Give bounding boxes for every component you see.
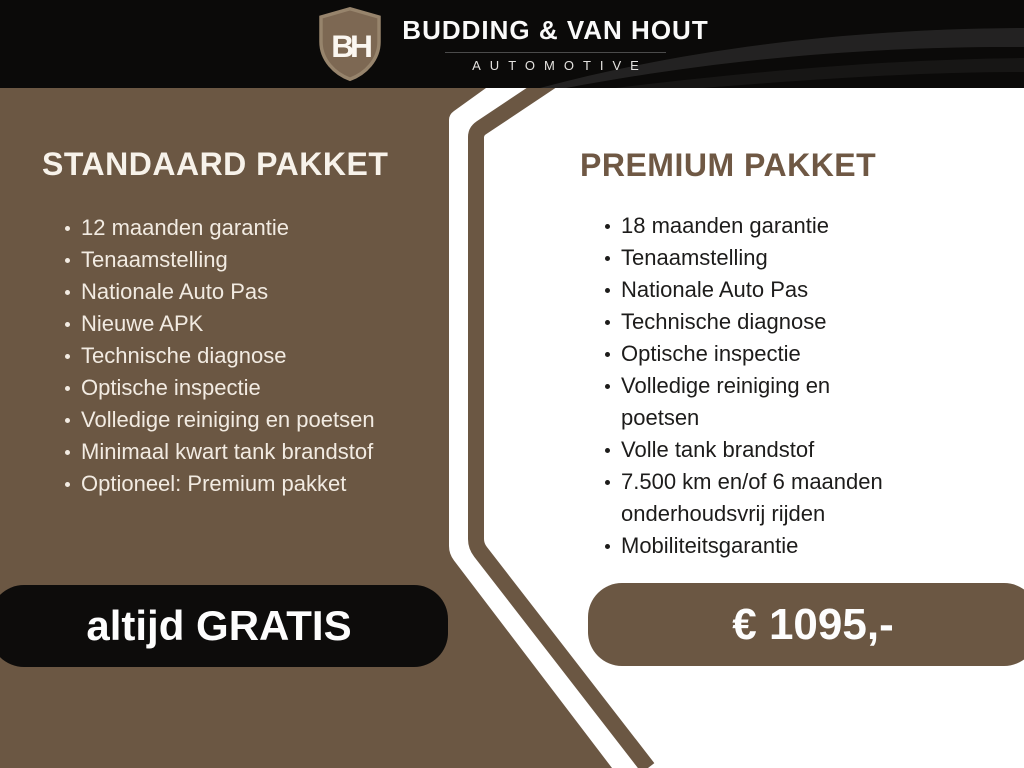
list-item: Technische diagnose xyxy=(64,340,484,372)
list-item: Nationale Auto Pas xyxy=(604,274,896,306)
standard-package-panel xyxy=(42,146,484,500)
standard-package-list xyxy=(64,212,484,500)
header-bar xyxy=(0,0,1024,88)
list-item: Mobiliteitsgarantie xyxy=(604,530,896,562)
list-item: Volle tank brandstof xyxy=(604,434,896,466)
list-item: Tenaamstelling xyxy=(64,244,484,276)
list-item: Optische inspectie xyxy=(604,338,896,370)
list-item: Nieuwe APK xyxy=(64,308,484,340)
list-item: 7.500 km en/of 6 maanden onderhoudsvrij rijden xyxy=(604,466,896,530)
standard-price-label: altijd GRATIS xyxy=(86,602,352,649)
premium-price-button[interactable] xyxy=(588,583,1024,666)
list-item: Volledige reiniging en poetsen xyxy=(604,370,896,434)
standard-price-button[interactable] xyxy=(0,585,448,667)
list-item: Technische diagnose xyxy=(604,306,896,338)
premium-package-panel xyxy=(580,147,896,562)
brand-tagline: AUTOMOTIVE xyxy=(472,58,648,73)
list-item: 18 maanden garantie xyxy=(604,210,896,242)
list-item: Minimaal kwart tank brandstof xyxy=(64,436,484,468)
brand-divider xyxy=(445,52,666,53)
brand-name: BUDDING & VAN HOUT xyxy=(402,15,709,45)
premium-package-list xyxy=(604,210,896,562)
list-item: Tenaamstelling xyxy=(604,242,896,274)
premium-package-title: PREMIUM PAKKET xyxy=(580,147,877,183)
list-item: 12 maanden garantie xyxy=(64,212,484,244)
standard-package-title: STANDAARD PAKKET xyxy=(42,146,389,182)
premium-price-label: € 1095,- xyxy=(732,599,894,649)
list-item: Optioneel: Premium pakket xyxy=(64,468,484,500)
list-item: Optische inspectie xyxy=(64,372,484,404)
list-item: Nationale Auto Pas xyxy=(64,276,484,308)
logo-monogram: BH xyxy=(331,28,370,65)
brand-logo-shield xyxy=(315,6,385,82)
list-item: Volledige reiniging en poetsen xyxy=(64,404,484,436)
brand-block xyxy=(402,15,708,73)
